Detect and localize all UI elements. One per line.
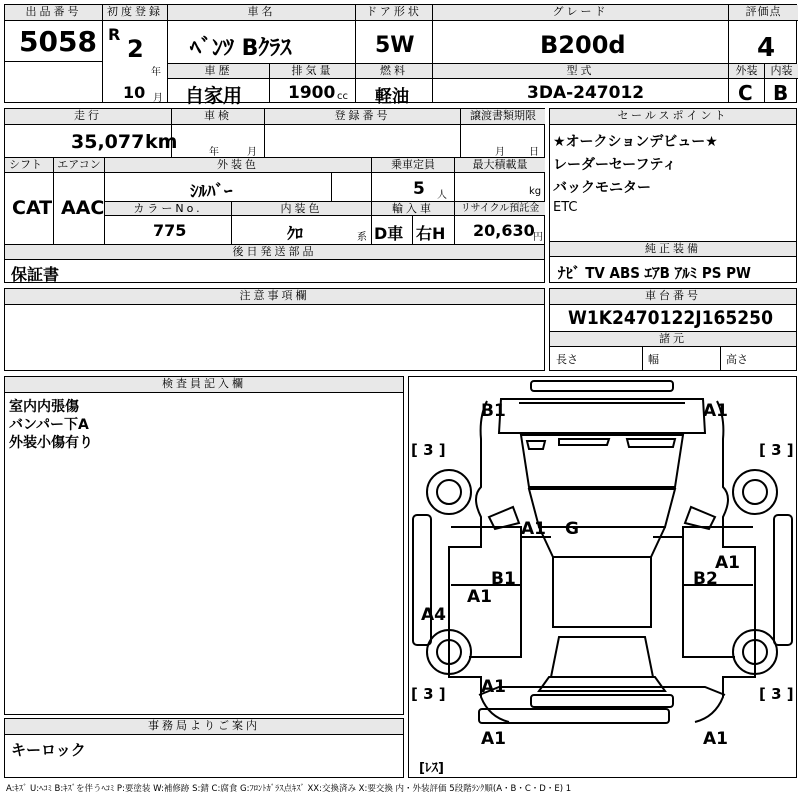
mark-a1-roof: A1 [521,519,546,539]
capacity-unit: 人 [437,190,447,201]
inspection-year-unit: 年 [209,147,219,158]
car-outline [409,377,796,777]
color-no-label: カラーNo. [105,202,231,216]
year-unit: 年 [151,67,161,78]
spec-width: 幅 [648,353,659,366]
office-note: キーロック [11,741,86,759]
door-type: 5W [375,33,415,58]
spec-height: 高さ [726,353,748,366]
door-label: ドア形状 [356,5,432,21]
car-name-label: 車名 [168,5,355,21]
sales-point-label: セールスポイント [550,109,796,125]
mark-a1-bottom-right: A1 [703,729,728,749]
fuel-label: 燃料 [356,64,432,79]
shift-label: シフト [5,158,53,173]
sales-point-3: バックモニター [553,180,651,196]
model-label: 型式 [433,64,728,79]
model: 3DA-247012 [527,83,645,103]
score: 4 [757,33,776,63]
reg-month: 10 [123,83,146,102]
inspector-line-3: 外装小傷有り [9,435,93,451]
office-block [4,718,404,778]
import-type: D車 [374,224,404,243]
recycle: 20,630 [473,221,535,240]
grade: B200d [540,31,626,59]
mark-b1-left: B1 [491,569,516,589]
mileage: 35,077 [71,131,145,153]
tire-rear-left: [ 3 ] [411,685,446,703]
interior-label: 内装 [765,64,798,79]
vehicle-detail-block [4,108,545,283]
history: 自家用 [185,85,243,107]
sales-point-1: ★オークションデビュー★ [553,134,718,150]
chassis-label: 車台番号 [550,289,796,305]
capacity-label: 乗車定員 [372,158,454,173]
spec-length: 長さ [556,353,578,366]
exterior-score: C [738,81,753,105]
reg-number-label: 登録番号 [265,109,460,125]
car-diagram [408,376,797,778]
mark-a1-rear-left: A1 [481,677,506,697]
exterior-label: 外装 [729,64,764,79]
ext-color-label: 外装色 [105,158,371,173]
first-reg-label: 初度登録 [103,5,167,21]
mark-b2-right: B2 [693,569,718,589]
inspector-block [4,376,404,715]
era: R [108,25,121,44]
inspector-line-1: 室内内張傷 [9,399,79,415]
chassis-block [549,288,797,371]
interior-score: B [773,81,789,105]
chassis-number: W1K2470122J165250 [568,307,773,329]
inspection-label: 車検 [172,109,264,125]
mileage-unit: km [145,131,178,153]
recycle-unit: 円 [533,232,543,243]
equipment-label: 純正装備 [550,242,796,257]
inspection-month-unit: 月 [247,147,257,158]
office-label: 事務局よりご案内 [5,719,403,735]
displacement-label: 排気量 [270,64,355,79]
grade-label: グレード [433,5,728,21]
equipment: ﾅﾋﾞ TV ABS ｴｱB ｱﾙﾐ PS PW [558,264,751,282]
spare-tire: [ﾚｽ] [419,761,444,776]
fuel: 軽油 [375,87,409,107]
tire-front-left: [ 3 ] [411,441,446,459]
aircon-label: エアコン [54,158,104,173]
transfer-month-unit: 月 [495,147,505,158]
score-label: 評価点 [729,5,798,21]
transfer-day-unit: 日 [529,147,539,158]
int-color-label: 内装色 [232,202,371,216]
mark-a4: A4 [421,605,446,625]
handle: 右H [416,224,446,243]
car-name: ﾍﾞﾝﾂ Bｸﾗｽ [190,36,292,61]
inspector-label: 検査員記入欄 [5,377,403,393]
sales-point-2: レーダーセーフティ [553,157,677,173]
mark-a1-bottom-left: A1 [481,729,506,749]
mark-a1-right: A1 [715,553,740,573]
tire-rear-right: [ 3 ] [759,685,794,703]
sales-point-4: ETC [553,200,578,215]
displacement: 1900 [288,83,336,103]
shift: CAT [12,197,53,219]
ext-color: ｼﾙﾊﾞｰ [190,182,233,202]
specs-label: 諸元 [550,332,796,347]
month-unit: 月 [153,93,163,104]
lot-number: 5058 [19,25,97,58]
color-no: 775 [153,221,187,240]
max-load-unit: kg [529,186,542,197]
legend: A:ｷｽﾞ U:ﾍｺﾐ B:ｷｽﾞを伴うﾍｺﾐ P:要塗装 W:補修跡 S:錆 C:腐食 G:ﾌﾛﾝﾄｶﾞﾗｽ点ｷｽﾞ XX:交換済み X:要交換 内・外装評価 5段階ﾗﾝｸ順(A・B・C・D・E) 1 [6,784,572,794]
mark-g-glass: G [565,519,579,539]
later-parts: 保証書 [11,265,60,284]
mark-a1-left: A1 [467,587,492,607]
max-load-label: 最大積載量 [455,158,545,173]
reg-year: 2 [127,35,144,63]
capacity: 5 [413,179,425,199]
int-color-unit: 系 [357,232,367,243]
recycle-label: リサイクル預託金 [455,202,545,216]
mark-b1-front-left: B1 [481,401,506,421]
import-label: 輸入車 [372,202,454,216]
mileage-label: 走行 [5,109,171,125]
aircon: AAC [61,197,105,219]
lot-label: 出品番号 [5,5,102,21]
top-info-block [4,4,797,107]
sales-point-block [549,108,797,283]
transfer-label: 譲渡書類期限 [461,109,545,125]
inspector-line-2: バンパー下A [9,417,89,433]
mark-a1-front-right: A1 [703,401,728,421]
history-label: 車歴 [168,64,269,79]
displacement-unit: cc [337,91,348,102]
notes-label: 注意事項欄 [5,289,544,305]
tire-front-right: [ 3 ] [759,441,794,459]
later-parts-label: 後日発送部品 [5,245,544,260]
int-color: ｸﾛ [287,224,304,243]
notes-block [4,288,545,371]
